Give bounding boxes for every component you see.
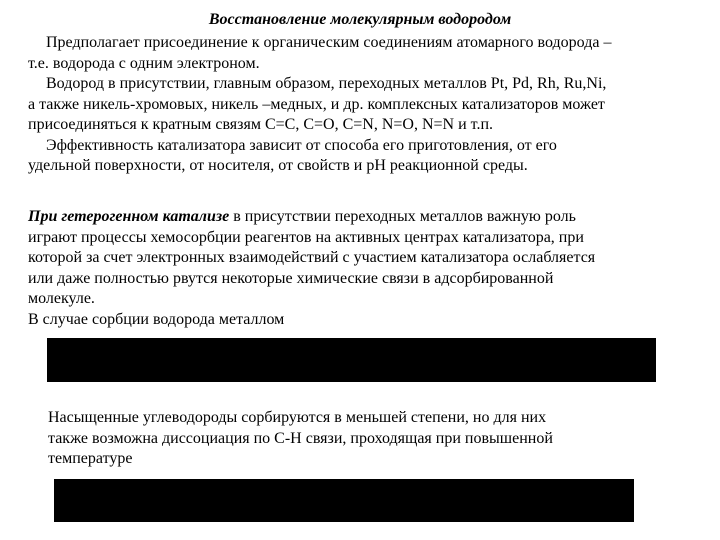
hetero-first-line-rest: в присутствии переходных металлов важную роль [229, 208, 576, 225]
intro-line: Эффективность катализатора зависит от способа его приготовления, от его [46, 136, 557, 154]
hetero-lead-emphasis: При гетерогенном катализе [28, 208, 230, 225]
intro-paragraph [28, 33, 700, 177]
saturated-line: температуре [48, 450, 133, 467]
intro-line: а также никель-хромовых, никель –медных, и др. комплексных катализаторов может [28, 95, 605, 113]
intro-line: т.е. водорода с одним электроном. [28, 54, 260, 72]
intro-line: удельной поверхности, от носителя, от свойств и pH реакционной среды. [28, 157, 528, 174]
page-title: Восстановление молекулярным водородом [208, 11, 512, 28]
heterogeneous-catalysis-paragraph [28, 207, 700, 330]
hetero-line: которой за счет электронных взаимодействий с участием катализатора ослабляется [28, 249, 596, 266]
formula-image-1 [47, 338, 656, 382]
saturated-hydrocarbons-paragraph [48, 408, 648, 470]
hetero-first-line [28, 207, 700, 228]
intro-line: Водород в присутствии, главным образом, переходных металлов Pt, Pd, Rh, Ru,Ni, [46, 75, 607, 92]
hetero-line: молекуле. [28, 290, 95, 307]
intro-line: Предполагает присоединение к органическим соединениям атомарного водорода – [46, 34, 612, 51]
hetero-line: В случае сорбции водорода металлом [28, 310, 285, 328]
hetero-line: или даже полностью рвутся некоторые химические связи в адсорбированной [28, 269, 554, 287]
saturated-line: Насыщенные углеводороды сорбируются в меньшей степени, но для них [48, 409, 547, 426]
formula-image-2 [54, 479, 634, 522]
hetero-line: играют процессы хемосорбции реагентов на активных центрах катализатора, при [28, 228, 584, 246]
saturated-line: также возможна диссоциация по С-Н связи, проходящая при повышенной [48, 429, 553, 447]
intro-line: присоединяться к кратным связям C=C, C=O, C=N, N=O, N=N и т.п. [28, 116, 494, 133]
